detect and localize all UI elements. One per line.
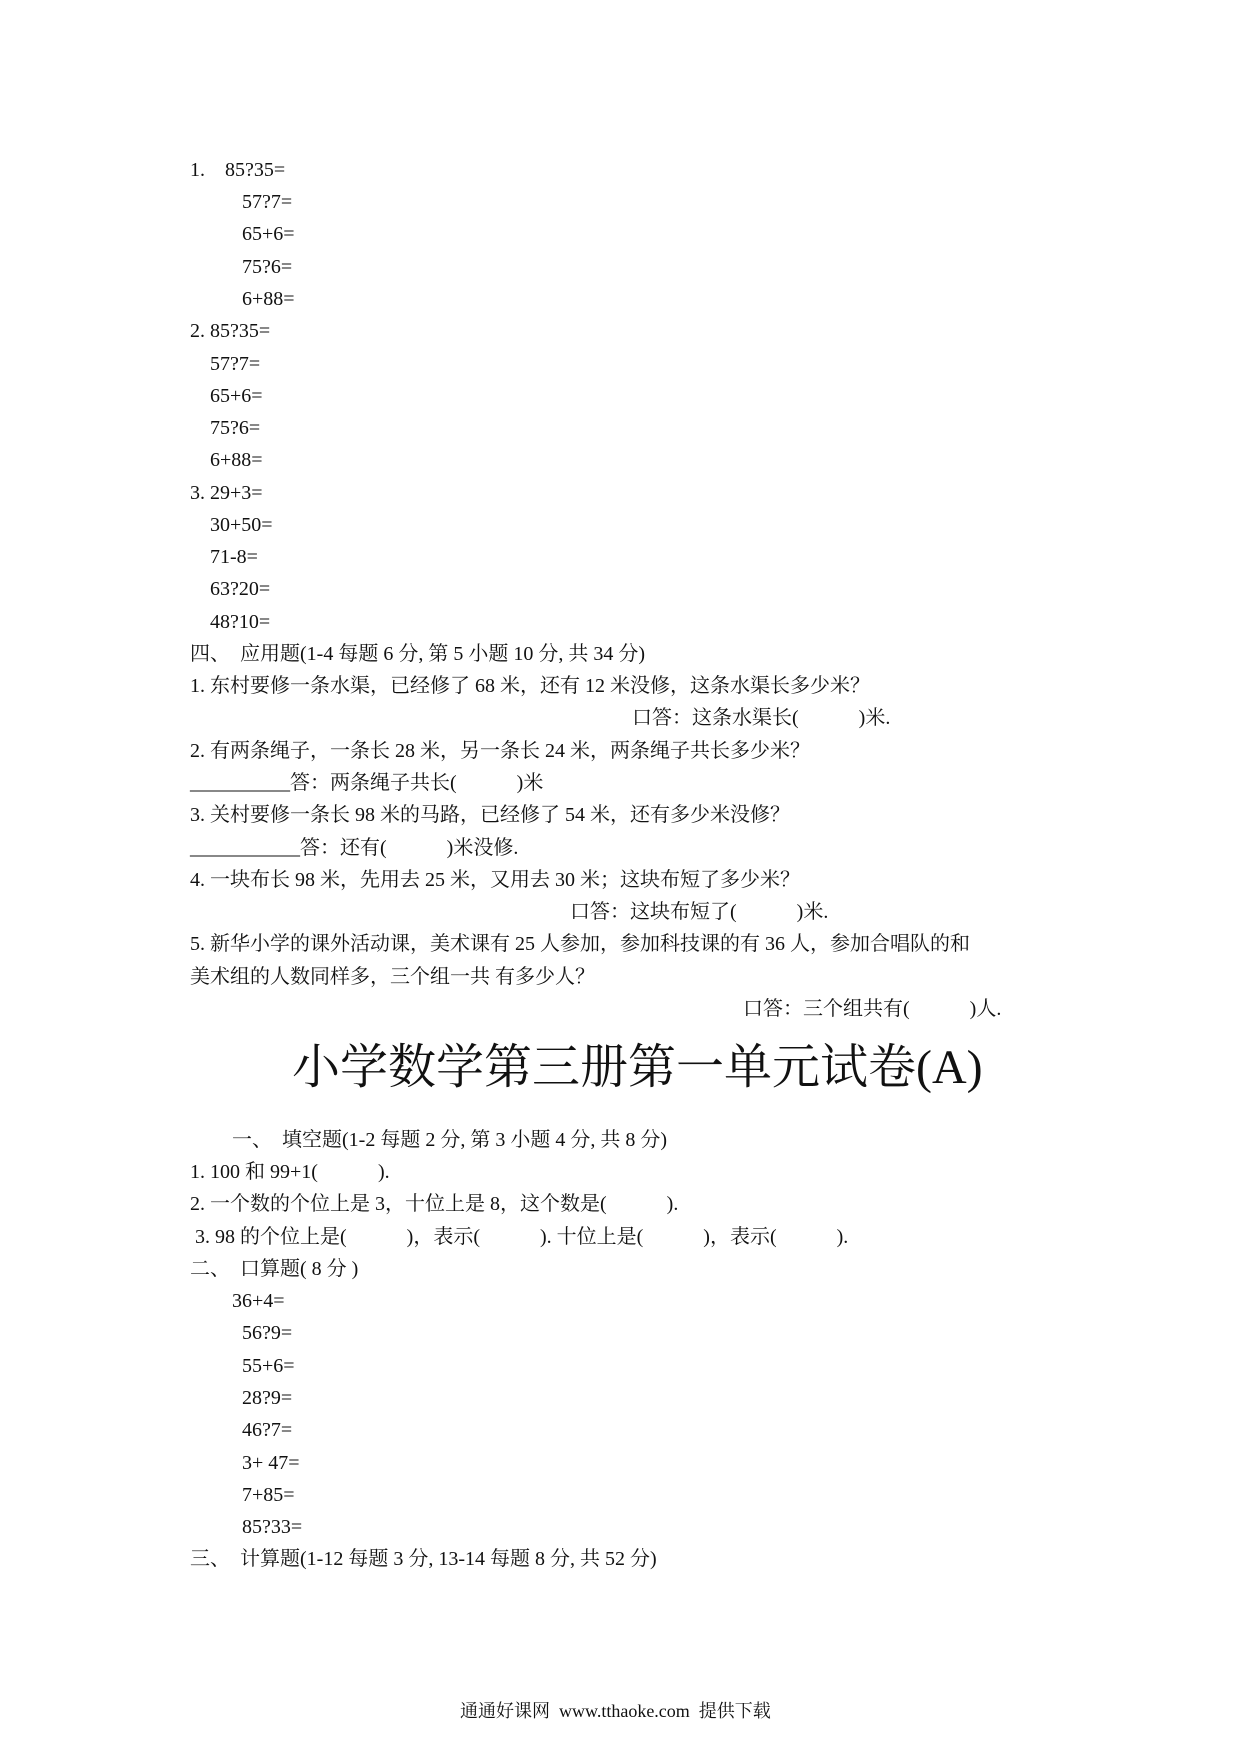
- section-1-heading: 一、 填空题(1-2 每题 2 分, 第 3 小题 4 分, 共 8 分): [232, 1129, 667, 1151]
- expression: 57?7=: [210, 353, 261, 375]
- word-problem-5: 5. 新华小学的课外活动课，美术课有 25 人参加，参加科技课的有 36 人，参加合唱队的和: [190, 933, 970, 955]
- expression: 85?33=: [242, 1516, 303, 1538]
- fill-blank-3: 3. 98 的个位上是( )，表示( ). 十位上是( )，表示( ).: [190, 1226, 849, 1248]
- expression: 65+6=: [210, 385, 263, 407]
- problem-1: 1. 85?35=: [190, 159, 286, 181]
- expression: 65+6=: [242, 223, 295, 245]
- fill-blank-2: 2. 一个数的个位上是 3，十位上是 8，这个数是( ).: [190, 1193, 679, 1215]
- expression: 6+88=: [242, 288, 295, 310]
- expression: 75?6=: [210, 417, 261, 439]
- word-problem-3: 3. 关村要修一条长 98 米的马路，已经修了 54 米，还有多少米没修？: [190, 804, 790, 826]
- fill-blank-1: 1. 100 和 99+1( ).: [190, 1161, 390, 1183]
- expression: 56?9=: [242, 1322, 293, 1344]
- word-problem-4: 4. 一块布长 98 米，先用去 25 米，又用去 30 米；这块布短了多少米？: [190, 869, 800, 891]
- expression: 55+6=: [242, 1355, 295, 1377]
- problem-3: 3. 29+3=: [190, 482, 263, 504]
- word-problem-2: 2. 有两条绳子，一条长 28 米，另一条长 24 米，两条绳子共长多少米？: [190, 740, 810, 762]
- problem-2: 2. 85?35=: [190, 320, 271, 342]
- expression: 30+50=: [210, 514, 273, 536]
- expression: 7+85=: [242, 1484, 295, 1506]
- section-4-heading: 四、 应用题(1-4 每题 6 分, 第 5 小题 10 分, 共 34 分): [190, 643, 645, 665]
- exam-title: 小学数学第三册第一单元试卷(A): [292, 1041, 983, 1094]
- answer-line-2: __________答：两条绳子共长( )米: [190, 772, 544, 794]
- word-problem-1: 1. 东村要修一条水渠，已经修了 68 米，还有 12 米没修，这条水渠长多少米？: [190, 675, 870, 697]
- expression: 71-8=: [210, 546, 258, 568]
- expression: 6+88=: [210, 449, 263, 471]
- section-3-heading: 三、 计算题(1-12 每题 3 分, 13-14 每题 8 分, 共 52 分): [190, 1548, 657, 1570]
- expression: 48?10=: [210, 611, 271, 633]
- answer-line-4: 口答：这块布短了( )米.: [570, 901, 829, 923]
- expression: 3+ 47=: [242, 1452, 300, 1474]
- expression: 63?20=: [210, 578, 271, 600]
- answer-line-5: 口答：三个组共有( )人.: [743, 998, 1002, 1020]
- expression: 36+4=: [232, 1290, 285, 1312]
- expression: 57?7=: [242, 191, 293, 213]
- section-2-heading: 二、 口算题( 8 分 ): [190, 1258, 359, 1280]
- expression: 28?9=: [242, 1387, 293, 1409]
- answer-line-3: ___________答：还有( )米没修.: [190, 837, 519, 859]
- expression: 75?6=: [242, 256, 293, 278]
- footer-credit: 通通好课网 www.tthaoke.com 提供下载: [460, 1701, 771, 1721]
- word-problem-5-cont: 美术组的人数同样多，三个组一共 有多少人？: [190, 966, 595, 988]
- answer-line-1: 口答：这条水渠长( )米.: [632, 707, 891, 729]
- expression: 46?7=: [242, 1419, 293, 1441]
